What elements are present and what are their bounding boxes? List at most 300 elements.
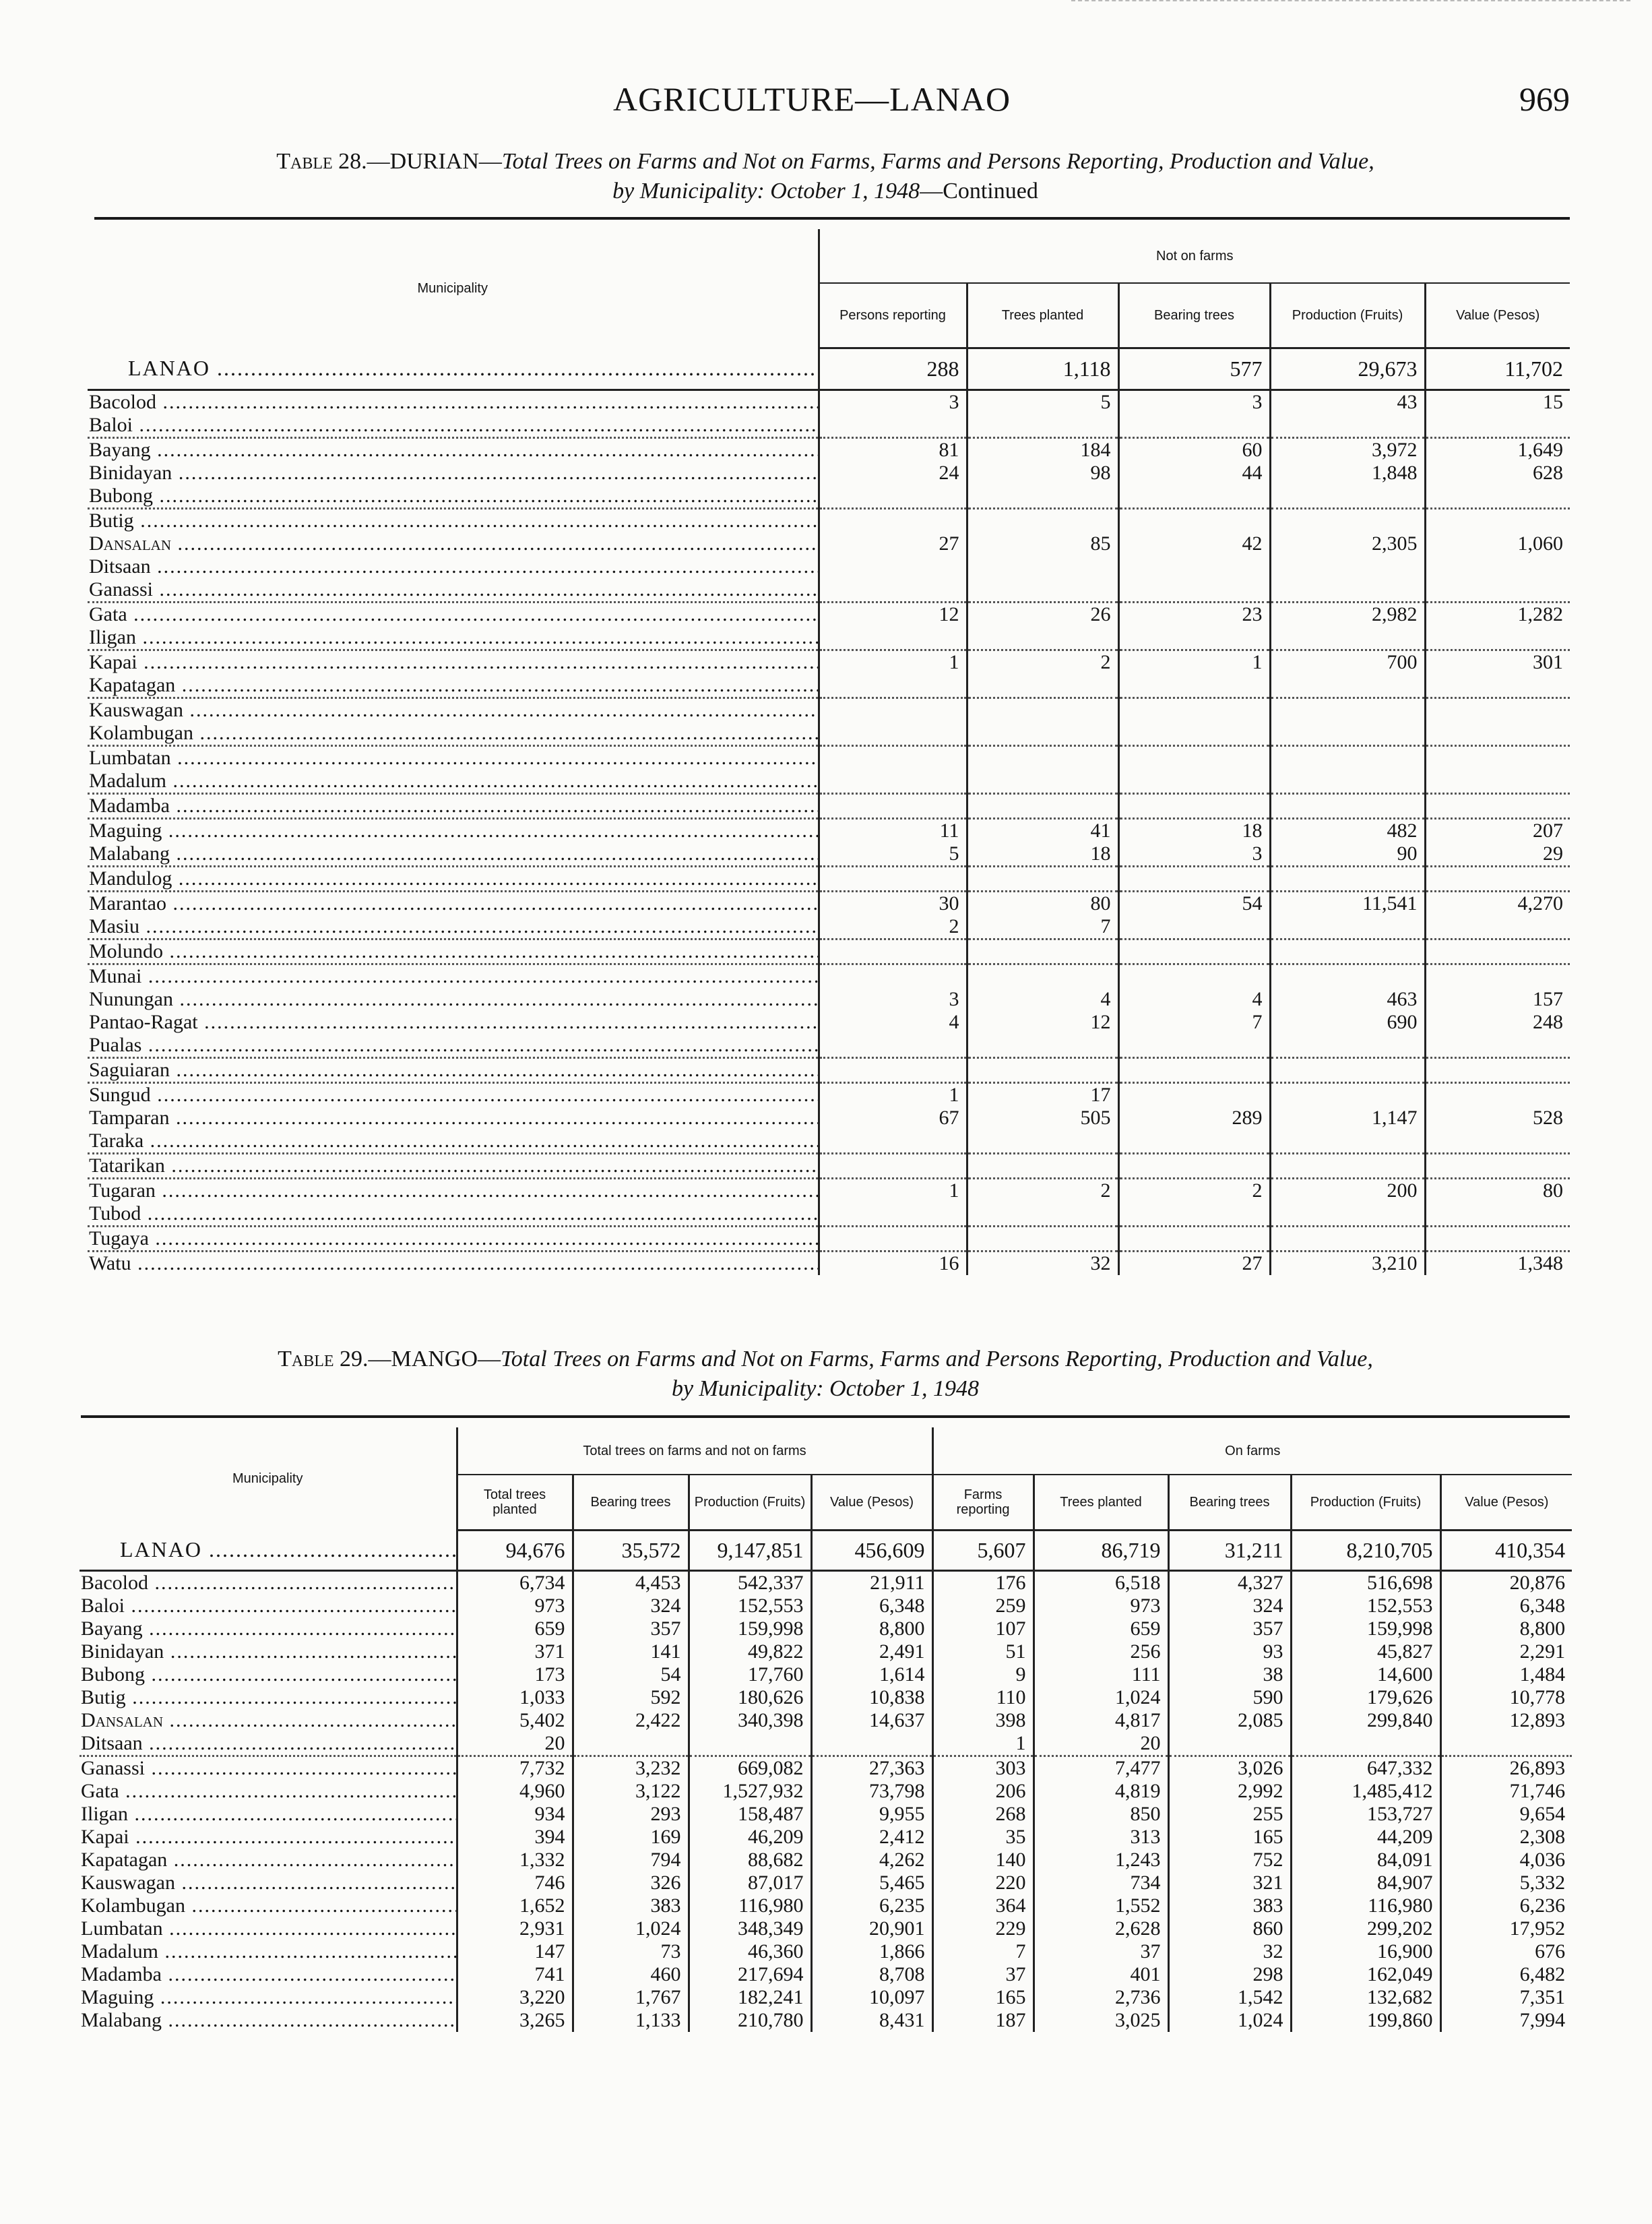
- table-cell: [1425, 1034, 1570, 1058]
- table-cell: 27: [1118, 1251, 1270, 1275]
- table-cell: 3: [1118, 390, 1270, 414]
- table-row: [88, 1034, 1570, 1058]
- table-cell: 1: [819, 650, 967, 674]
- table-cell: 11: [819, 818, 967, 842]
- table-row: [80, 1640, 1572, 1663]
- municipality-name: Watu .....: [88, 1251, 819, 1275]
- table-row: [88, 1082, 1570, 1107]
- table-cell: 590: [1168, 1686, 1291, 1709]
- municipality-name: Kauswagan .....: [88, 698, 819, 722]
- municipality-name: Tubod .....: [88, 1202, 819, 1227]
- table-cell: [967, 745, 1118, 770]
- table-cell: 4,453: [573, 1570, 689, 1595]
- table-cell: [1118, 698, 1270, 722]
- table-cell: 3,025: [1034, 2009, 1168, 2032]
- table-cell: [1425, 1130, 1570, 1154]
- municipality-name: Madamba .....: [80, 1963, 457, 1986]
- table-cell: [1270, 722, 1425, 746]
- table-cell: 46,360: [689, 1940, 811, 1963]
- table-cell: 2,291: [1440, 1640, 1572, 1663]
- table-row: [88, 674, 1570, 698]
- total-cell: 1,118: [967, 348, 1118, 390]
- table-cell: [819, 722, 967, 746]
- table-cell: 169: [573, 1826, 689, 1849]
- municipality-name: Bacolod .....: [80, 1570, 457, 1595]
- table-cell: 1,024: [573, 1917, 689, 1940]
- table-cell: 303: [932, 1756, 1034, 1780]
- table-row: [88, 555, 1570, 578]
- table-cell: 18: [1118, 818, 1270, 842]
- municipality-name: Bayang .....: [80, 1617, 457, 1640]
- table-cell: [1440, 1732, 1572, 1756]
- table-cell: [967, 1034, 1118, 1058]
- table-cell: 10,097: [811, 1986, 932, 2009]
- table-cell: 1,060: [1425, 532, 1570, 555]
- table-cell: 184: [967, 437, 1118, 462]
- table-cell: [1270, 578, 1425, 603]
- table-cell: 199,860: [1291, 2009, 1440, 2032]
- table-cell: [1425, 1226, 1570, 1251]
- col-bearing-trees: Bearing trees: [1118, 283, 1270, 348]
- total-row: [80, 1530, 1572, 1570]
- municipality-name: Pualas .....: [88, 1034, 819, 1058]
- table-cell: [1118, 1057, 1270, 1082]
- table-cell: 153,727: [1291, 1803, 1440, 1826]
- table-cell: 398: [932, 1709, 1034, 1732]
- table-cell: [1425, 770, 1570, 794]
- municipality-name: Dansalan .....: [80, 1709, 457, 1732]
- table-cell: [1118, 674, 1270, 698]
- table-cell: 32: [1168, 1940, 1291, 1963]
- table-cell: 8,708: [811, 1963, 932, 1986]
- table-row: [88, 818, 1570, 842]
- table-cell: 2,992: [1168, 1780, 1291, 1803]
- total-cell: 35,572: [573, 1530, 689, 1570]
- col-on-farms-value: Value (Pesos): [1440, 1475, 1572, 1530]
- table-cell: [967, 770, 1118, 794]
- municipality-name: Kauswagan .....: [80, 1872, 457, 1894]
- table-cell: [967, 626, 1118, 650]
- table-cell: 659: [457, 1617, 573, 1640]
- col-production-fruits: Production (Fruits): [689, 1475, 811, 1530]
- table-cell: 4,819: [1034, 1780, 1168, 1803]
- table-cell: 20,901: [811, 1917, 932, 1940]
- municipality-name: Kolambugan .....: [88, 722, 819, 746]
- table-cell: [819, 745, 967, 770]
- table-cell: 15: [1425, 390, 1570, 414]
- table-cell: [1425, 578, 1570, 603]
- table-row: [88, 770, 1570, 794]
- table-cell: 10,778: [1440, 1686, 1572, 1709]
- table-cell: [819, 698, 967, 722]
- table-row: [88, 414, 1570, 438]
- table-cell: 43: [1270, 390, 1425, 414]
- table-cell: [819, 578, 967, 603]
- table-cell: 1,552: [1034, 1894, 1168, 1917]
- table-cell: 2,736: [1034, 1986, 1168, 2009]
- table-cell: 324: [1168, 1595, 1291, 1617]
- group-total-trees: Total trees on farms and not on farms: [457, 1427, 932, 1475]
- table-cell: 206: [932, 1780, 1034, 1803]
- table-cell: 41: [967, 818, 1118, 842]
- municipality-name: Iligan .....: [88, 626, 819, 650]
- running-header: [0, 80, 1652, 127]
- municipality-name: Tatarikan .....: [88, 1153, 819, 1178]
- table-cell: 5,465: [811, 1872, 932, 1894]
- table-row: [80, 1940, 1572, 1963]
- municipality-name: Masiu .....: [88, 915, 819, 939]
- table-cell: [819, 939, 967, 964]
- col-production-fruits: Production (Fruits): [1270, 283, 1425, 348]
- table-row: [80, 1663, 1572, 1686]
- table-cell: 364: [932, 1894, 1034, 1917]
- municipality-name: Dansalan .....: [88, 532, 819, 555]
- municipality-name: Tugaya .....: [88, 1226, 819, 1251]
- municipality-name: Nunungan .....: [88, 988, 819, 1011]
- col-trees-planted: Trees planted: [967, 283, 1118, 348]
- table-cell: [819, 1153, 967, 1178]
- table-cell: [1118, 1202, 1270, 1227]
- municipality-name: Madamba .....: [88, 793, 819, 818]
- table-cell: 54: [573, 1663, 689, 1686]
- table-cell: 7,994: [1440, 2009, 1572, 2032]
- table-cell: 87,017: [689, 1872, 811, 1894]
- table-cell: 293: [573, 1803, 689, 1826]
- table-row: [88, 485, 1570, 509]
- table-cell: [1118, 1153, 1270, 1178]
- table-row: [80, 1780, 1572, 1803]
- table-cell: [1118, 793, 1270, 818]
- municipality-name: Ganassi .....: [88, 578, 819, 603]
- table-cell: 16,900: [1291, 1940, 1440, 1963]
- table-cell: [819, 770, 967, 794]
- table-cell: 3,232: [573, 1756, 689, 1780]
- table-cell: 49,822: [689, 1640, 811, 1663]
- durian-table: [88, 229, 1570, 1275]
- table-cell: 1: [1118, 650, 1270, 674]
- table-cell: [819, 626, 967, 650]
- table-cell: 116,980: [1291, 1894, 1440, 1917]
- table-29-caption-line-1: [88, 1345, 1563, 1374]
- table-cell: 1,485,412: [1291, 1780, 1440, 1803]
- table-cell: [1425, 964, 1570, 988]
- table-row: [88, 793, 1570, 818]
- table-cell: 42: [1118, 532, 1270, 555]
- table-cell: 17,760: [689, 1663, 811, 1686]
- table-cell: [573, 1732, 689, 1756]
- total-cell: 410,354: [1440, 1530, 1572, 1570]
- table-row: [88, 722, 1570, 746]
- table-cell: 3: [1118, 842, 1270, 867]
- table-cell: [1425, 722, 1570, 746]
- table-cell: 1,147: [1270, 1107, 1425, 1130]
- table-cell: 383: [573, 1894, 689, 1917]
- table-cell: 383: [1168, 1894, 1291, 1917]
- table-cell: 3,026: [1168, 1756, 1291, 1780]
- total-cell: 11,702: [1425, 348, 1570, 390]
- table-28-label: Table 28.: [276, 149, 367, 174]
- municipality-name: Maguing .....: [80, 1986, 457, 2009]
- table-cell: 7: [932, 1940, 1034, 1963]
- table-cell: [1425, 745, 1570, 770]
- table-cell: 210,780: [689, 2009, 811, 2032]
- table-cell: 4: [967, 988, 1118, 1011]
- table-cell: [967, 722, 1118, 746]
- table-row: [80, 1756, 1572, 1780]
- table-cell: 80: [967, 891, 1118, 915]
- table-cell: [967, 1153, 1118, 1178]
- table-cell: 162,049: [1291, 1963, 1440, 1986]
- table-cell: [967, 698, 1118, 722]
- table-cell: [967, 866, 1118, 891]
- table-cell: 110: [932, 1686, 1034, 1709]
- table-row: [88, 915, 1570, 939]
- table-cell: 3,972: [1270, 437, 1425, 462]
- table-cell: 401: [1034, 1963, 1168, 1986]
- table-cell: [1270, 964, 1425, 988]
- col-on-farms-bearing-trees: Bearing trees: [1168, 1475, 1291, 1530]
- table-cell: [1118, 866, 1270, 891]
- table-cell: [819, 1226, 967, 1251]
- municipality-name: Gata .....: [88, 602, 819, 626]
- table-row: [88, 626, 1570, 650]
- table-cell: [1425, 866, 1570, 891]
- table-cell: [1118, 508, 1270, 532]
- municipality-name: Lumbatan .....: [88, 745, 819, 770]
- table-cell: [1168, 1732, 1291, 1756]
- municipality-name: Kapatagan .....: [80, 1849, 457, 1872]
- table-cell: 200: [1270, 1178, 1425, 1202]
- table-cell: 23: [1118, 602, 1270, 626]
- table-cell: 1,542: [1168, 1986, 1291, 2009]
- table-cell: 84,907: [1291, 1872, 1440, 1894]
- table-cell: [967, 555, 1118, 578]
- table-cell: [1270, 745, 1425, 770]
- table-cell: 794: [573, 1849, 689, 1872]
- table-cell: 44,209: [1291, 1826, 1440, 1849]
- table-cell: [1270, 674, 1425, 698]
- table-cell: 3: [819, 988, 967, 1011]
- table-cell: 542,337: [689, 1570, 811, 1595]
- table-cell: 1,848: [1270, 462, 1425, 485]
- table-cell: [1270, 485, 1425, 509]
- table-cell: [819, 1202, 967, 1227]
- table-cell: [1118, 626, 1270, 650]
- table-28-date: by Municipality: October 1, 1948: [612, 179, 920, 204]
- table-cell: [1425, 1057, 1570, 1082]
- total-name: LANAO .....: [80, 1530, 457, 1570]
- table-cell: 12,893: [1440, 1709, 1572, 1732]
- table-row: [88, 939, 1570, 964]
- table-cell: 44: [1118, 462, 1270, 485]
- table-cell: 93: [1168, 1640, 1291, 1663]
- table-cell: 229: [932, 1917, 1034, 1940]
- total-cell: 577: [1118, 348, 1270, 390]
- table-cell: 592: [573, 1686, 689, 1709]
- col-trees-planted: Trees planted: [1034, 1475, 1168, 1530]
- table-row: [88, 698, 1570, 722]
- page-title: AGRICULTURE—LANAO: [613, 80, 1011, 118]
- table-cell: [1425, 1153, 1570, 1178]
- table-cell: 14,600: [1291, 1663, 1440, 1686]
- table-row: [80, 1732, 1572, 1756]
- table-cell: 1,033: [457, 1686, 573, 1709]
- table-cell: 259: [932, 1595, 1034, 1617]
- table-cell: 176: [932, 1570, 1034, 1595]
- table-cell: [819, 866, 967, 891]
- col-bearing-trees: Bearing trees: [573, 1475, 689, 1530]
- table-cell: 3,122: [573, 1780, 689, 1803]
- table-cell: 516,698: [1291, 1570, 1440, 1595]
- table-cell: 1,332: [457, 1849, 573, 1872]
- table-cell: 647,332: [1291, 1756, 1440, 1780]
- table-cell: 217,694: [689, 1963, 811, 1986]
- table-cell: 5,402: [457, 1709, 573, 1732]
- table-row: [88, 1226, 1570, 1251]
- table-cell: [819, 414, 967, 438]
- table-cell: [1118, 1226, 1270, 1251]
- table-row: [80, 1894, 1572, 1917]
- table-row: [80, 1570, 1572, 1595]
- table-cell: 1,024: [1034, 1686, 1168, 1709]
- table-row: [88, 1251, 1570, 1275]
- table-cell: 7,477: [1034, 1756, 1168, 1780]
- municipality-name: Gata .....: [80, 1780, 457, 1803]
- municipality-name: Kapai .....: [80, 1826, 457, 1849]
- table-cell: 38: [1168, 1663, 1291, 1686]
- table-cell: 111: [1034, 1663, 1168, 1686]
- table-cell: [1425, 793, 1570, 818]
- table-cell: [1270, 1153, 1425, 1178]
- table-row: [88, 1011, 1570, 1034]
- mango-table-body: [80, 1530, 1572, 2032]
- table-cell: 301: [1425, 650, 1570, 674]
- table-cell: 220: [932, 1872, 1034, 1894]
- table-row: [88, 390, 1570, 414]
- table-row: [80, 1826, 1572, 1849]
- table-cell: [1270, 1057, 1425, 1082]
- table-cell: 934: [457, 1803, 573, 1826]
- table-cell: 1,243: [1034, 1849, 1168, 1872]
- total-cell: 86,719: [1034, 1530, 1168, 1570]
- table-cell: 73: [573, 1940, 689, 1963]
- table-row: [88, 1153, 1570, 1178]
- table-cell: [967, 1057, 1118, 1082]
- table-cell: 6,734: [457, 1570, 573, 1595]
- table-cell: [1425, 1082, 1570, 1107]
- table-cell: [1425, 1202, 1570, 1227]
- municipality-name: Bacolod .....: [88, 390, 819, 414]
- table-cell: 207: [1425, 818, 1570, 842]
- table-cell: 628: [1425, 462, 1570, 485]
- table-cell: 37: [932, 1963, 1034, 1986]
- table-cell: 8,800: [811, 1617, 932, 1640]
- table-cell: 505: [967, 1107, 1118, 1130]
- table-cell: [1270, 793, 1425, 818]
- table-cell: [1118, 770, 1270, 794]
- table-cell: 159,998: [1291, 1617, 1440, 1640]
- table-cell: 1,649: [1425, 437, 1570, 462]
- table-cell: 324: [573, 1595, 689, 1617]
- municipality-name: Ditsaan .....: [88, 555, 819, 578]
- table-cell: 321: [1168, 1872, 1291, 1894]
- table-cell: 140: [932, 1849, 1034, 1872]
- table-row: [88, 462, 1570, 485]
- table-cell: 158,487: [689, 1803, 811, 1826]
- table-28-description: Total Trees on Farms and Not on Farms, Farms and Persons Reporting, Production and Value,: [501, 149, 1374, 174]
- table-cell: 8,431: [811, 2009, 932, 2032]
- table-cell: [1270, 1082, 1425, 1107]
- col-total-trees-planted: Total trees planted: [457, 1475, 573, 1530]
- table-cell: [819, 1034, 967, 1058]
- municipality-name: Kapai .....: [88, 650, 819, 674]
- table-cell: 1: [932, 1732, 1034, 1756]
- table-cell: 29: [1425, 842, 1570, 867]
- table-cell: 4,960: [457, 1780, 573, 1803]
- table-29-description: Total Trees on Farms and Not on Farms, Farms and Persons Reporting, Production and Value,: [501, 1347, 1373, 1371]
- table-row: [88, 891, 1570, 915]
- table-row: [88, 1130, 1570, 1154]
- table-cell: 17,952: [1440, 1917, 1572, 1940]
- table-cell: [1425, 698, 1570, 722]
- table-cell: 298: [1168, 1963, 1291, 1986]
- table-cell: [1270, 1034, 1425, 1058]
- municipality-name: Madalum .....: [88, 770, 819, 794]
- total-cell: 9,147,851: [689, 1530, 811, 1570]
- table-cell: 2,982: [1270, 602, 1425, 626]
- table-cell: [1118, 722, 1270, 746]
- table-cell: 463: [1270, 988, 1425, 1011]
- table-cell: 165: [932, 1986, 1034, 2009]
- table-cell: 357: [1168, 1617, 1291, 1640]
- table-cell: 326: [573, 1872, 689, 1894]
- table-cell: 9,654: [1440, 1803, 1572, 1826]
- table-cell: 84,091: [1291, 1849, 1440, 1872]
- table-cell: 12: [967, 1011, 1118, 1034]
- total-cell: 31,211: [1168, 1530, 1291, 1570]
- total-cell: 456,609: [811, 1530, 932, 1570]
- table-cell: [1118, 555, 1270, 578]
- col-municipality: Municipality: [417, 281, 488, 296]
- table-cell: 3: [819, 390, 967, 414]
- table-cell: 5: [967, 390, 1118, 414]
- table-cell: 18: [967, 842, 1118, 867]
- table-row: [88, 650, 1570, 674]
- municipality-name: Baloi .....: [88, 414, 819, 438]
- table-cell: 5: [819, 842, 967, 867]
- table-28-top-rule: [94, 217, 1570, 220]
- table-cell: 187: [932, 2009, 1034, 2032]
- table-cell: 4,270: [1425, 891, 1570, 915]
- table-row: [80, 1617, 1572, 1640]
- table-cell: 107: [932, 1617, 1034, 1640]
- total-name: LANAO .....: [88, 348, 819, 390]
- table-cell: 482: [1270, 818, 1425, 842]
- table-cell: 26,893: [1440, 1756, 1572, 1780]
- table-row: [80, 1595, 1572, 1617]
- table-cell: 1,527,932: [689, 1780, 811, 1803]
- table-cell: [967, 1130, 1118, 1154]
- table-cell: 132,682: [1291, 1986, 1440, 2009]
- municipality-name: Maguing .....: [88, 818, 819, 842]
- municipality-name: Munai .....: [88, 964, 819, 988]
- municipality-name: Butig .....: [88, 508, 819, 532]
- table-cell: 6,348: [811, 1595, 932, 1617]
- table-cell: 88,682: [689, 1849, 811, 1872]
- municipality-name: Mandulog .....: [88, 866, 819, 891]
- table-cell: [967, 578, 1118, 603]
- table-cell: 4,036: [1440, 1849, 1572, 1872]
